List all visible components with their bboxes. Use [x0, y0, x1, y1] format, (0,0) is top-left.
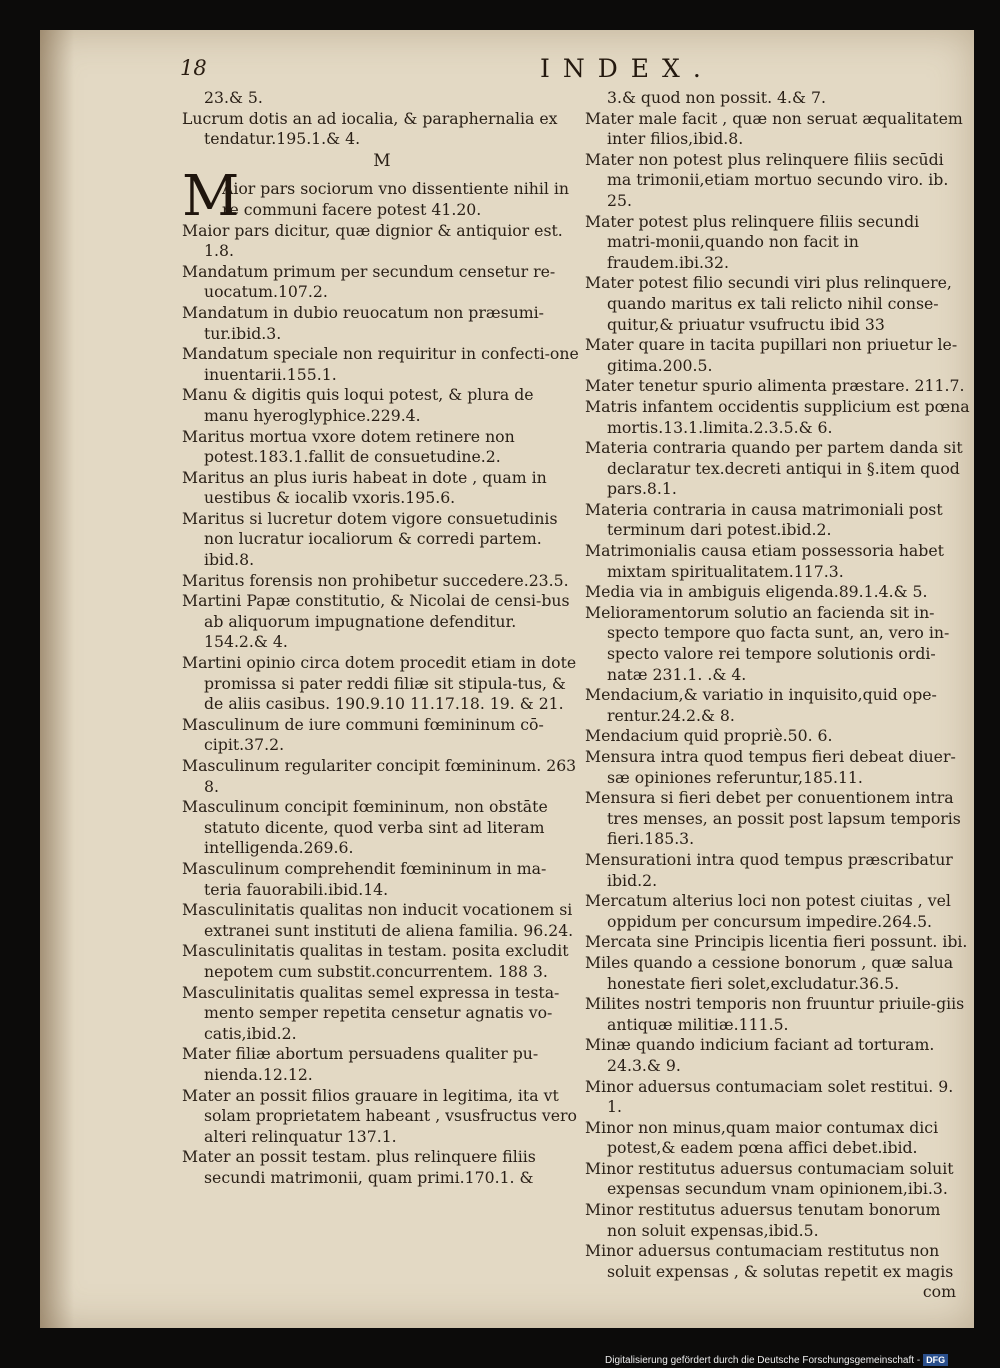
index-entry: Mater male facit , quæ non seruat æqualitatem inter filios,ibid.8. — [585, 108, 963, 149]
index-entry: Masculinitatis qualitas semel expressa in testa-mento semper repetita censetur agnatis vo-catis,ibid.2. — [182, 982, 560, 1043]
index-entry: Miles quando a cessione bonorum , quæ salua honestate fieri solet,excludatur.36.5. — [585, 952, 954, 993]
index-entry: Minor aduersus contumaciam solet restitui. 9. 1. — [585, 1076, 954, 1117]
index-entry: Masculinum de iure communi fœmininum cō-cipit.37.2. — [182, 714, 544, 755]
index-entry: Mandatum speciale non requiritur in confecti-one inuentarii.155.1. — [182, 344, 579, 384]
index-entry: Maritus forensis non prohibetur succedere.23.5. — [182, 570, 569, 590]
index-entry: Martini opinio circa dotem procedit etiam in dote promissa si pater reddi filiæ sit stipula-tus, & de aliis casibus. 190.9.10 11.17.18. 19. & 21. — [182, 653, 577, 714]
index-entry: Masculinitatis qualitas non inducit vocationem si extranei sunt instituti de aliena familia. 96.24. — [182, 900, 574, 940]
left-entry-list — [182, 221, 582, 1189]
index-entry: Milites nostri temporis non fruuntur priuile-giis antiquæ militiæ.111.5. — [585, 994, 965, 1034]
index-entry-dropcap — [182, 164, 582, 230]
index-entry: Mandatum primum per secundum censetur re-uocatum.107.2. — [182, 261, 556, 302]
dropcap-entry-text: Aior pars sociorum vno dissentiente nihil in re communi facere potest 41.20. — [222, 179, 570, 219]
dfg-logo: DFG — [923, 1354, 948, 1366]
right-entry-list — [585, 109, 970, 1283]
running-title: INDEX. — [540, 54, 714, 83]
index-entry: Minor restitutus aduersus contumaciam soluit expensas secundum vnam opinionem,ibi.3. — [585, 1158, 954, 1199]
continued-line: 23.& 5. — [204, 88, 263, 107]
index-entry: Mater tenetur spurio alimenta præstare. 211.7. — [585, 376, 965, 396]
index-entry: Materia contraria in causa matrimoniali post terminum dari potest.ibid.2. — [585, 499, 943, 540]
index-entry: Mendacium,& variatio in inquisito,quid ope-rentur.24.2.& 8. — [585, 685, 937, 725]
book-page — [40, 30, 974, 1328]
index-entry: Mater an possit testam. plus relinquere filiis secundi matrimonii, quam primi.170.1. & — [182, 1147, 536, 1187]
index-entry: Masculinum regulariter concipit fœmininum. 263 8. — [182, 756, 577, 796]
index-entry: Masculinum comprehendit fœmininum in ma-teria fauorabili.ibid.14. — [182, 858, 547, 899]
index-entry: Mater filiæ abortum persuadens qualiter pu-nienda.12.12. — [182, 1044, 539, 1084]
right-column — [585, 88, 970, 1303]
index-entry: Mater an possit filios grauare in legitima, ita vt solam proprietatem habeant , vsusfructus vero alteri relinquatur 137.1. — [182, 1085, 577, 1146]
index-entry: Melioramentorum solutio an facienda sit in-specto tempore quo facta sunt, an, vero in-specto valore rei tempore solutionis ordi-natæ 231.1. .& 4. — [585, 602, 950, 684]
continued-line: 3.& quod non possit. 4.& 7. — [607, 88, 826, 107]
index-entry: Mater potest filio secundi viri plus relinquere, quando maritus ex tali relicto nihil conse-quitur,& priuatur vsufructu ibid 33 — [585, 273, 952, 334]
index-entry: Manu & digitis quis loqui potest, & plura de manu hyeroglyphice.229.4. — [182, 385, 534, 425]
index-entry: Maritus an plus iuris habeat in dote , quam in uestibus & iocalib vxoris.195.6. — [182, 467, 547, 508]
index-entry: Masculinitatis qualitas in testam. posita excludit nepotem cum substit.concurrentem. 188 3. — [182, 941, 569, 981]
digitization-footer — [605, 1354, 948, 1367]
page-header — [40, 56, 974, 86]
index-entry: Mensura intra quod tempus fieri debeat diuer-sæ opiniones referuntur,185.11. — [585, 747, 956, 787]
index-entry: Media via in ambiguis eligenda.89.1.4.& 5. — [585, 582, 928, 602]
left-column — [182, 88, 582, 1188]
section-letter: M — [373, 150, 391, 171]
index-entry: Mensura si fieri debet per conuentionem intra tres menses, an possit post lapsum temporis fieri.185.3. — [585, 788, 961, 849]
index-entry: Maior pars dicitur, quæ dignior & antiquior est. 1.8. — [182, 220, 563, 261]
index-entry: Mater non potest plus relinquere filiis secūdi ma trimonii,etiam mortuo secundo viro. ib. 25. — [585, 149, 949, 210]
index-entry: Maritus si lucretur dotem vigore consuetudinis non lucratur iocaliorum & corredi partem. ibid.8. — [182, 508, 558, 570]
index-entry: Mandatum in dubio reuocatum non præsumi-tur.ibid.3. — [182, 302, 544, 343]
catchword: com — [922, 1282, 956, 1302]
index-entry: Mendacium quid propriè.50. 6. — [585, 726, 833, 746]
index-entry: Matris infantem occidentis supplicium est pœna mortis.13.1.limita.2.3.5.& 6. — [585, 396, 970, 437]
index-entry: Mercata sine Principis licentia fieri possunt. ibi. — [585, 932, 968, 952]
drop-capital: M — [182, 164, 240, 230]
index-entry: Mercatum alterius loci non potest ciuitas , vel oppidum per concursum impedire.264.5. — [585, 891, 951, 931]
index-entry: Minor aduersus contumaciam restitutus non soluit expensas , & solutas repetit ex magis — [585, 1241, 954, 1281]
index-entry: Minæ quando indicium faciant ad torturam. 24.3.& 9. — [585, 1035, 935, 1075]
index-entry: Martini Papæ constitutio, & Nicolai de censi-bus ab aliquorum impugnatione defenditur. 154.2.& 4. — [182, 591, 570, 652]
footer-text: Digitalisierung gefördert durch die Deutsche Forschungsgemeinschaft - — [605, 1355, 921, 1366]
index-entry: Maritus mortua vxore dotem retinere non potest.183.1.fallit de consuetudine.2. — [182, 426, 515, 467]
page-number: 18 — [180, 56, 207, 80]
index-entry: Matrimonialis causa etiam possessoria habet mixtam spiritualitatem.117.3. — [585, 541, 944, 581]
index-entry: Minor restitutus aduersus tenutam bonorum non soluit expensas,ibid.5. — [585, 1200, 941, 1240]
index-entry: Mater potest plus relinquere filiis secundi matri-monii,quando non facit in fraudem.ibi.32. — [585, 211, 920, 272]
index-entry: Materia contraria quando per partem danda sit declaratur tex.decreti antiqui in §.item quod pars.8.1. — [585, 438, 963, 499]
index-entry: Masculinum concipit fœmininum, non obstāte statuto dicente, quod verba sint ad literam intelligenda.269.6. — [182, 797, 548, 858]
index-entry: Mensurationi intra quod tempus præscribatur ibid.2. — [585, 849, 953, 890]
index-entry: Lucrum dotis an ad iocalia, & paraphernalia ex tendatur.195.1.& 4. — [182, 108, 558, 149]
index-entry: Mater quare in tacita pupillari non priuetur le-gitima.200.5. — [585, 335, 958, 375]
index-entry: Minor non minus,quam maior contumax dici potest,& eadem pœna affici debet.ibid. — [585, 1117, 939, 1158]
